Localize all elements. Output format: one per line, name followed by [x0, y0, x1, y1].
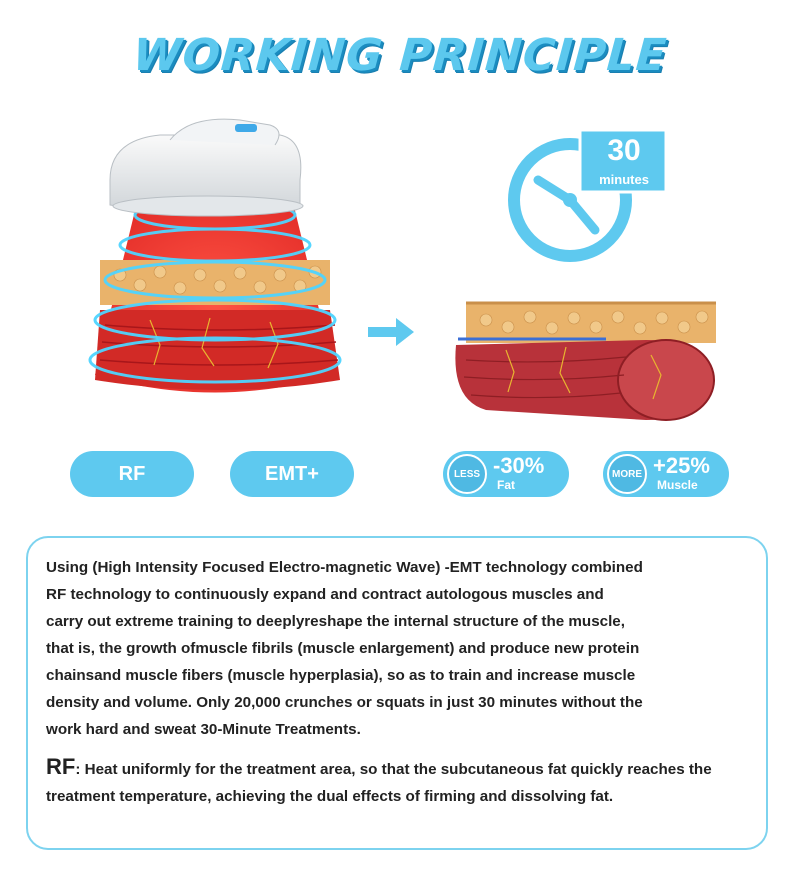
emt-label: EMT+: [230, 451, 354, 497]
muscle-percentage: +25%: [653, 453, 710, 478]
less-badge: LESS: [447, 454, 487, 494]
arrow-right-icon: [368, 318, 416, 346]
more-badge: MORE: [607, 454, 647, 494]
toned-tissue-illustration: [446, 295, 726, 425]
device-treatment-illustration: [70, 110, 360, 420]
timer-value: 30: [607, 134, 641, 167]
timer-unit: minutes: [599, 172, 649, 187]
rf-text: : Heat uniformly for the treatment area, so that the subcutaneous fat quickly reaches the treatment temperature, achieving the dual effects of firming and dissolving fat.: [46, 761, 712, 805]
muscle-gain-badge: [603, 451, 729, 497]
technology-description: Using (High Intensity Focused Electro-magnetic Wave) -EMT technology combined RF technology to continuously expand and contract autologous muscles and carry out extreme training to deeplyreshape the internal structure of the muscle, that is, the growth ofmuscle fibrils (muscle enlargement) and produce new protein chainsand muscle fibers (muscle hyperplasia), so as to train and increase muscle density and volume. Only 20,000 crunches or squats in just 30 minutes without the work hard and sweat 30-Minute Treatments.: [46, 559, 643, 738]
rf-label: RF: [70, 451, 194, 497]
rf-description: [46, 753, 748, 810]
muscle-label: Muscle: [657, 478, 698, 492]
fat-percentage: -30%: [493, 453, 545, 478]
fat-reduction-badge: [443, 451, 569, 497]
fat-label: Fat: [497, 478, 515, 492]
page-title: WORKING PRINCIPLE: [131, 30, 669, 81]
rf-term: RF: [46, 754, 76, 779]
description-box: [26, 536, 768, 850]
